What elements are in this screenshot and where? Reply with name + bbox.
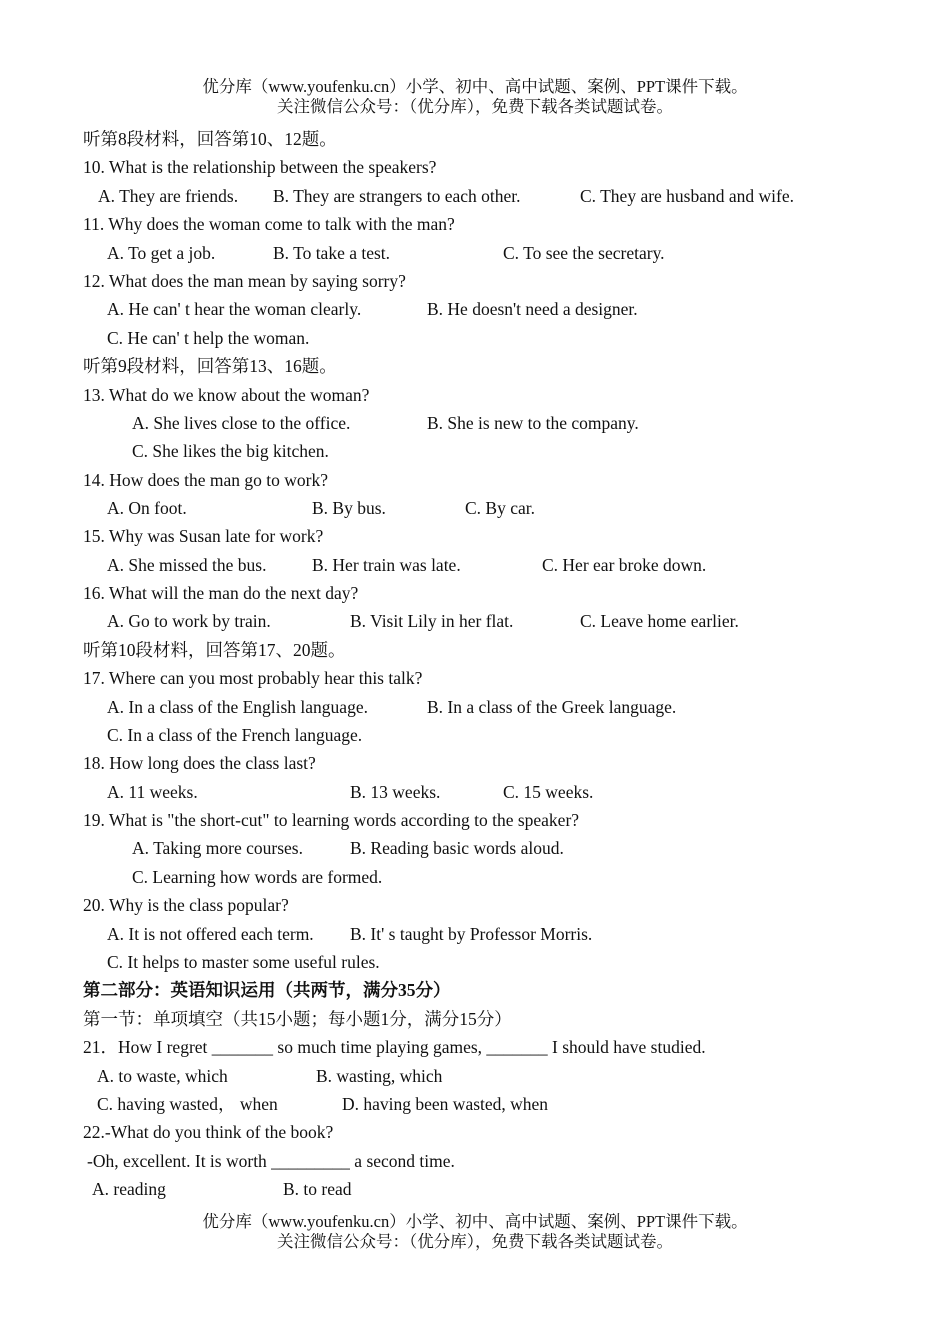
- question-22-reply: -Oh, excellent. It is worth _________ a second time.: [87, 1151, 455, 1171]
- section-heading-9: 听第9段材料，回答第13、16题。: [83, 356, 337, 376]
- question-19-option-c: C. Learning how words are formed.: [132, 867, 383, 887]
- question-20-stem: 20. Why is the class popular?: [83, 895, 289, 915]
- question-19-stem: 19. What is "the short-cut" to learning words according to the speaker?: [83, 810, 580, 830]
- question-21-option-b: B. wasting, which: [316, 1066, 443, 1086]
- question-19-option-b: B. Reading basic words aloud.: [350, 838, 564, 858]
- question-15-option-a: A. She missed the bus.: [107, 555, 267, 575]
- question-22-option-a: A. reading: [92, 1179, 166, 1199]
- question-11-option-c: C. To see the secretary.: [503, 243, 665, 263]
- question-12-option-b: B. He doesn't need a designer.: [427, 299, 638, 319]
- question-17-stem: 17. Where can you most probably hear this talk?: [83, 668, 423, 688]
- page-header-line-1: 优分库（www.youfenku.cn）小学、初中、高中试题、案例、PPT课件下载。: [202, 77, 748, 96]
- question-17-option-a: A. In a class of the English language.: [107, 697, 368, 717]
- question-21-option-d: D. having been wasted, when: [342, 1094, 549, 1114]
- question-12-option-c: C. He can' t help the woman.: [107, 328, 310, 348]
- question-10-option-c: C. They are husband and wife.: [580, 186, 794, 206]
- question-16-option-c: C. Leave home earlier.: [580, 611, 739, 631]
- question-13-option-a: A. She lives close to the office.: [132, 413, 351, 433]
- question-12-stem: 12. What does the man mean by saying sorry?: [83, 271, 406, 291]
- question-16-option-a: A. Go to work by train.: [107, 611, 271, 631]
- section-heading-10: 听第10段材料，回答第17、20题。: [83, 640, 346, 660]
- question-11-option-a: A. To get a job.: [107, 243, 216, 263]
- question-14-option-c: C. By car.: [465, 498, 535, 518]
- question-10-stem: 10. What is the relationship between the speakers?: [83, 157, 437, 177]
- question-22-option-b: B. to read: [283, 1179, 352, 1199]
- question-19-option-a: A. Taking more courses.: [132, 838, 303, 858]
- question-20-option-a: A. It is not offered each term.: [107, 924, 314, 944]
- question-16-option-b: B. Visit Lily in her flat.: [350, 611, 514, 631]
- question-20-option-c: C. It helps to master some useful rules.: [107, 952, 380, 972]
- question-18-option-a: A. 11 weeks.: [107, 782, 198, 802]
- question-17-option-b: B. In a class of the Greek language.: [427, 697, 677, 717]
- question-15-stem: 15. Why was Susan late for work?: [83, 526, 324, 546]
- page-footer-line-2: 关注微信公众号：（优分库），免费下载各类试题试卷。: [277, 1232, 673, 1251]
- question-12-option-a: A. He can' t hear the woman clearly.: [107, 299, 362, 319]
- question-22-stem: 22.-What do you think of the book?: [83, 1122, 334, 1142]
- question-21-option-a: A. to waste, which: [97, 1066, 228, 1086]
- question-14-option-b: B. By bus.: [312, 498, 386, 518]
- question-13-option-b: B. She is new to the company.: [427, 413, 639, 433]
- question-15-option-b: B. Her train was late.: [312, 555, 461, 575]
- question-13-option-c: C. She likes the big kitchen.: [132, 441, 329, 461]
- question-11-option-b: B. To take a test.: [273, 243, 391, 263]
- question-18-option-c: C. 15 weeks.: [503, 782, 594, 802]
- question-21-option-c: C. having wasted， when: [97, 1094, 278, 1114]
- page-footer-line-1: 优分库（www.youfenku.cn）小学、初中、高中试题、案例、PPT课件下载。: [202, 1212, 748, 1231]
- question-18-stem: 18. How long does the class last?: [83, 753, 316, 773]
- question-20-option-b: B. It' s taught by Professor Morris.: [350, 924, 593, 944]
- question-14-option-a: A. On foot.: [107, 498, 187, 518]
- part-two-heading: 第二部分：英语知识运用（共两节，满分35分）: [83, 980, 451, 1000]
- question-13-stem: 13. What do we know about the woman?: [83, 385, 370, 405]
- question-18-option-b: B. 13 weeks.: [350, 782, 441, 802]
- question-16-stem: 16. What will the man do the next day?: [83, 583, 359, 603]
- question-10-option-a: A. They are friends.: [98, 186, 239, 206]
- question-11-stem: 11. Why does the woman come to talk with the man?: [83, 214, 455, 234]
- question-15-option-c: C. Her ear broke down.: [542, 555, 707, 575]
- question-14-stem: 14. How does the man go to work?: [83, 470, 328, 490]
- part-two-section-one-heading: 第一节：单项填空（共15小题；每小题1分，满分15分）: [83, 1009, 512, 1029]
- question-17-option-c: C. In a class of the French language.: [107, 725, 363, 745]
- question-10-option-b: B. They are strangers to each other.: [273, 186, 521, 206]
- page-header-line-2: 关注微信公众号：（优分库），免费下载各类试题试卷。: [277, 97, 673, 116]
- section-heading-8: 听第8段材料，回答第10、12题。: [83, 129, 337, 149]
- question-21-stem: 21．How I regret _______ so much time playing games, _______ I should have studied.: [83, 1037, 706, 1057]
